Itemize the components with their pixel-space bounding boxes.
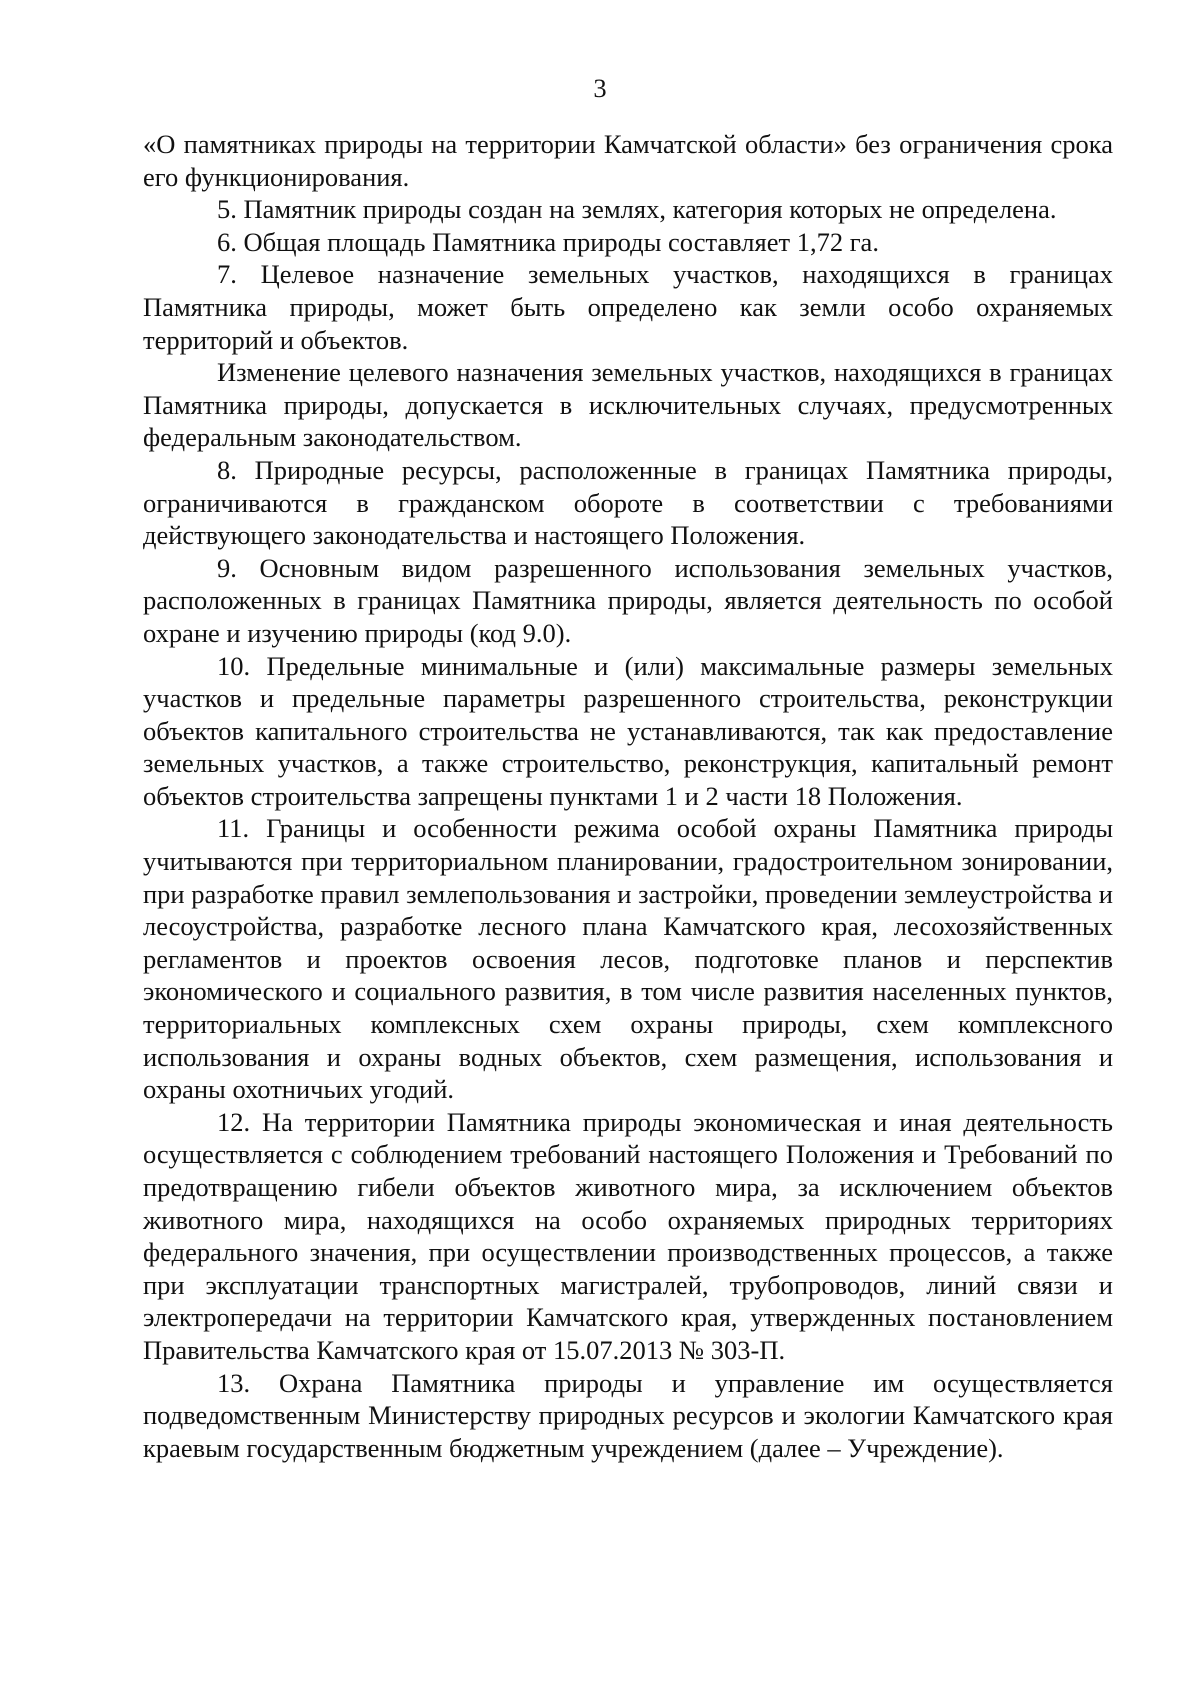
paragraph-item-7: 7. Целевое назначение земельных участков, находящихся в границах Памятника природы, может быть определено как земли особо охраняемых территорий и объектов. <box>143 259 1113 355</box>
paragraph-item-9: 9. Основным видом разрешенного использования земельных участков, расположенных в границах Памятника природы, является деятельность по особой охране и изучению природы (код 9.0). <box>143 552 1113 648</box>
paragraph-item-11: 11. Границы и особенности режима особой охраны Памятника природы учитываются при территориальном планировании, градостроительном зонировании, при разработке правил землепользования и застройки, проведении землеустройства и лесоустройства, разработке лесного плана Камчатского края, лесохозяйственных регламентов и проектов освоения лесов, подготовке планов и перспектив экономического и социального развития, в том числе развития населенных пунктов, территориальных комплексных схем охраны природы, схем комплексного использования и охраны водных объектов, схем размещения, использования и охраны охотничьих угодий. <box>143 813 1113 1105</box>
paragraph-item-13: 13. Охрана Памятника природы и управление им осуществляется подведомственным Министерству природных ресурсов и экологии Камчатского края краевым государственным бюджетным учреждением (далее – Учреждение). <box>143 1367 1113 1463</box>
paragraph-item-6: 6. Общая площадь Памятника природы составляет 1,72 га. <box>217 226 879 257</box>
paragraph-item-7-change: Изменение целевого назначения земельных участков, находящихся в границах Памятника природы, допускается в исключительных случаях, предусмотренных федеральным законодательством. <box>143 357 1113 453</box>
paragraph-item-8: 8. Природные ресурсы, расположенные в границах Памятника природы, ограничиваются в гражданском обороте в соответствии с требованиями действующего законодательства и настоящего Положения. <box>143 454 1113 551</box>
document-body <box>143 128 1113 1464</box>
paragraph-item-5: 5. Памятник природы создан на землях, категория которых не определена. <box>217 194 1057 225</box>
paragraph-continuation: «О памятниках природы на территории Камчатской области» без ограничения срока его функционирования. <box>143 129 1113 192</box>
page-number: 3 <box>593 73 607 103</box>
paragraph-item-10: 10. Предельные минимальные и (или) максимальные размеры земельных участков и предельные параметры разрешенного строительства, реконструкции объектов капитального строительства не устанавливаются, так как предоставление земельных участков, а также строительство, реконструкция, капитальный ремонт объектов строительства запрещены пунктами 1 и 2 части 18 Положения. <box>143 650 1113 811</box>
paragraph-item-12: 12. На территории Памятника природы экономическая и иная деятельность осуществляется с соблюдением требований настоящего Положения и Требований по предотвращению гибели объектов животного мира, за исключением объектов животного мира, находящихся на особо охраняемых природных территориях федерального значения, при осуществлении производственных процессов, а также при эксплуатации транспортных магистралей, трубопроводов, линий связи и электропередачи на территории Камчатского края, утвержденных постановлением Правительства Камчатского края от 15.07.2013 № 303-П. <box>143 1106 1113 1365</box>
